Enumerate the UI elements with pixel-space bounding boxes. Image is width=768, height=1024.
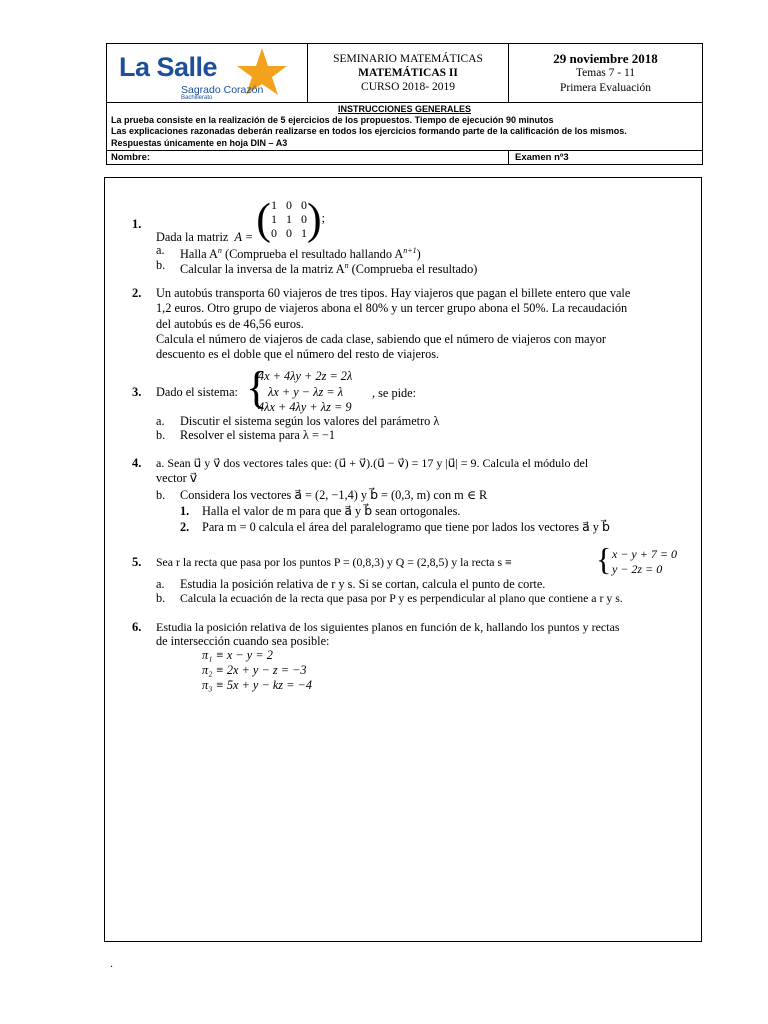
q4-line1: a. Sean u⃗ y v⃗ dos vectores tales que: (u⃗ + v⃗).(u⃗ − v⃗) = 17 y |u⃗| = 9. Calcula el módulo del: [156, 456, 589, 470]
q5-b-label: b.: [156, 591, 166, 605]
subject-cell: [308, 44, 509, 103]
system-brace: {: [246, 363, 268, 412]
q3-b-label: b.: [156, 428, 166, 442]
q2-line: 1,2 euros. Otro grupo de viajeros abona el 80% y un tercer grupo abona el 50%. La recaudación: [156, 301, 628, 316]
q4-b-label: b.: [156, 488, 166, 502]
q5-system: [612, 547, 677, 577]
footer-dot: .: [110, 956, 113, 970]
plane-1: π₁ ≡ x − y = 2: [202, 648, 273, 662]
question-number: 4.: [132, 456, 142, 470]
q3-b-text: Resolver el sistema para λ = −1: [180, 428, 336, 442]
seminar-text: SEMINARIO MATEMÁTICAS: [333, 53, 483, 65]
instructions-cell: [107, 103, 703, 151]
q5-a-label: a.: [156, 577, 165, 591]
q4-s1-label: 1.: [180, 504, 190, 518]
q1-a-label: a.: [156, 243, 165, 257]
q5-a-text: Estudia la posición relativa de r y s. Si se cortan, calcula el punto de corte.: [180, 577, 546, 591]
instructions-title: INSTRUCCIONES GENERALES: [337, 104, 471, 114]
date-cell: [509, 44, 703, 103]
question-number: 3.: [132, 385, 142, 399]
instruction-line: Respuestas únicamente en hoja DIN – A3: [111, 137, 288, 148]
q1-a-text: Halla $A^n$ (Comprueba el resultado hallando $A^{n+1}$): [180, 246, 421, 262]
evaluation-text: Primera Evaluación: [559, 81, 651, 94]
q4-s2-label: 2.: [180, 520, 190, 534]
q3-system: [258, 369, 352, 416]
q3-tail: , se pide:: [372, 386, 417, 400]
exam-number-cell: [509, 150, 703, 164]
q4-s1-text: Halla el valor de m para que a⃗ y b⃗ sean ortogonales.: [202, 504, 461, 518]
name-label: Nombre:: [111, 151, 151, 163]
topics-text: Temas 7 - 11: [575, 66, 636, 79]
date-text: 29 noviembre 2018: [553, 50, 658, 66]
q3-text: Dado el sistema:: [156, 385, 238, 399]
q3-eq1: 4x + 4λy + 2z = 2λ: [258, 369, 353, 383]
q4-line2: vector v⃗: [156, 471, 198, 485]
logo-cell: [107, 44, 308, 103]
system-brace: {: [596, 541, 612, 577]
q2-line: descuento es el doble que el número del resto de viajeros.: [156, 347, 440, 362]
exam-number-label: Examen nº3: [515, 151, 569, 163]
q3-eq3: 4λx + 4λy + λz = 9: [258, 400, 352, 414]
q6-planes: [202, 648, 312, 693]
plane-3: π₃ ≡ 5x + y − kz = −4: [202, 678, 312, 692]
q2-line: del autobús es de 46,56 euros.: [156, 316, 304, 331]
instruction-line: La prueba consiste en la realización de 5 ejercicios de los propuestos. Tiempo de ejecución 90 minutos: [111, 115, 554, 126]
subject-text: MATEMÁTICAS II: [358, 67, 458, 79]
q1-b-text: Calcular la inversa de la matriz $A^n$ (Comprueba el resultado): [180, 261, 478, 277]
q5-b-text: Calcula la ecuación de la recta que pasa por P y es perpendicular al plano que contiene a r y s.: [180, 591, 623, 605]
question-number: 1.: [132, 217, 142, 231]
question-number: 2.: [132, 286, 142, 300]
q4-s2-text: Para m = 0 calcula el área del paralelogramo que tiene por lados los vectores a⃗ y b⃗: [202, 520, 610, 534]
plane-2: π₂ ≡ 2x + y − z = −3: [202, 663, 307, 677]
question-2: [156, 286, 630, 362]
q3-eq2: λx + y − λz = λ: [268, 384, 344, 399]
logo-sub-text: Sagrado Corazón: [181, 84, 264, 96]
q5-eq2: y − 2z = 0: [612, 562, 663, 576]
name-field[interactable]: [107, 150, 509, 164]
q3-a-label: a.: [156, 414, 165, 428]
question-number: 5.: [132, 555, 142, 569]
instruction-line: Las explicaciones razonadas deberán realizarse en todos los ejercicios formando parte de la calificación de los mismos.: [111, 126, 627, 137]
exam-header: [106, 43, 703, 165]
q2-line: Calcula el número de viajeros de cada clase, sabiendo que el número de viajeros con mayor: [156, 331, 607, 346]
q6-line2: de intersección cuando sea posible:: [156, 634, 330, 648]
q6-line1: Estudia la posición relativa de los siguientes planos en función de k, hallando los puntos y rectas: [156, 620, 620, 634]
q1-text: Dada la matriz: [156, 229, 229, 244]
q2-line: Un autobús transporta 60 viajeros de tres tipos. Hay viajeros que pagan el billete entero que vale: [156, 286, 631, 300]
matrix-a: (1 0 0 1 1 0 0 0 1);: [256, 194, 326, 244]
logo-sub2-text: Bachillerato: [181, 95, 213, 101]
q5-text: Sea r la recta que pasa por los puntos P = (0,8,3) y Q = (2,8,5) y la recta s ≡: [156, 555, 512, 569]
q5-eq1: x − y + 7 = 0: [612, 547, 677, 561]
logo-main-text: La Salle: [119, 52, 218, 82]
question-number: 6.: [132, 620, 142, 634]
q3-a-text: Discutir el sistema según los valores del parámetro λ: [180, 414, 440, 428]
q1-b-label: b.: [156, 258, 166, 272]
question-1: Dada la matriz A = (1 0 0 1 1 0 0 0 1);: [156, 194, 326, 244]
q4-b-text: Considera los vectores a⃗ = (2, −1,4) y b⃗ = (0,3, m) con m ∈ R: [180, 488, 488, 502]
course-text: CURSO 2018- 2019: [361, 81, 455, 93]
